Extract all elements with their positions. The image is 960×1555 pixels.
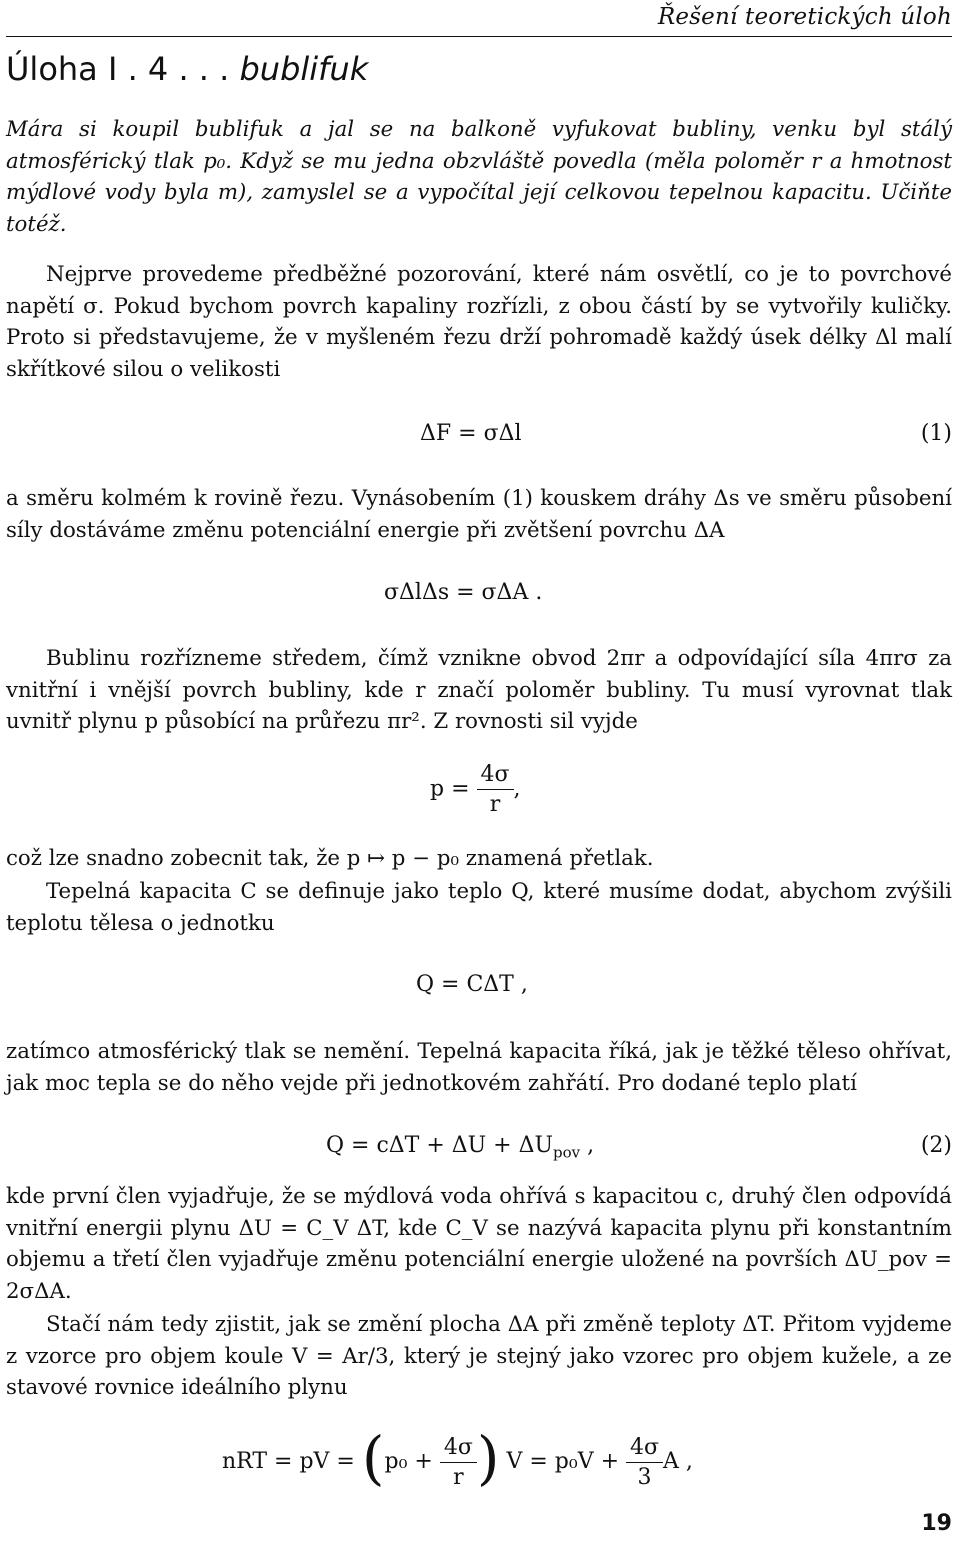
equation-force: ΔF = σΔl (420, 421, 522, 446)
state-lhs: nRT = pV = (222, 1449, 355, 1474)
paragraph-terms-explanation: kde první člen vyjadřuje, že se mýdlová voda ohřívá s kapacitou c, druhý člen odpovídá vnitřní energii plynu ΔU = C_V ΔT, kde C_V se nazývá kapacita plynu při konstantním objemu a třetí člen vyjadřuje změnu potenciální energie uložené na površích ΔU_pov = 2σΔA. (6, 1184, 952, 1304)
equation-pressure (430, 762, 521, 817)
problem-assignment: Mára si koupil bublifuk a jal se na balkoně vyfukovat bubliny, venku byl stálý atmosférický tlak p₀. Když se mu jedna obzvláště povedla (měla poloměr r a hmotnost mýdlové vody byla m), zamyslel se a vypočítal její celkovou tepelnou kapacitu. Učiňte totéž. (6, 117, 952, 237)
state-mid: V = p₀V + (506, 1449, 620, 1474)
heat-balance-main: Q = cΔT + ΔU + ΔU (326, 1133, 554, 1158)
equation-ideal-gas: nRT = pV = (p₀ + $\frac{4\sigma}{r}$ ) V = p₀V + $\frac{4\sigma}{3}$ A , (222, 1424, 693, 1492)
fraction-numerator: 4σ (477, 762, 514, 790)
fraction-denominator: r (453, 1464, 464, 1490)
fraction-numerator: 4σ (626, 1435, 663, 1463)
equation-heat: Q = CΔT , (416, 972, 528, 997)
section-title: Řešení teoretických úloh (657, 4, 952, 30)
state-fraction-1 (440, 1435, 477, 1490)
equation-energy: σΔlΔs = σΔA . (384, 580, 543, 605)
page-number: 19 (921, 1511, 952, 1536)
problem-number: Úloha I . 4 . . . (6, 50, 240, 88)
heat-balance-tail: , (580, 1133, 595, 1158)
pressure-lhs: p = (430, 776, 470, 802)
paragraph-overpressure: což lze snadno zobecnit tak, že p ↦ p − p₀ znamená přetlak. (6, 846, 654, 871)
paragraph-area-change: Stačí nám tedy zjistit, jak se změní plocha ΔA při změně teploty ΔT. Přitom vyjdeme z vzorce pro objem koule V = Ar/3, který je stejný jako vzorec pro objem kužele, a ze stavové rovnice ideálního plynu (6, 1312, 952, 1400)
running-header (6, 0, 952, 37)
state-tail: A , (663, 1449, 693, 1474)
fraction-numerator: 4σ (440, 1435, 477, 1463)
state-fraction-2 (626, 1435, 663, 1490)
paragraph-bubble-forces: Bublinu rozřízneme středem, čímž vznikne obvod 2πr a odpovídající síla 4πrσ za vnitřní i vnější povrch bubliny, kde r značí poloměr bubliny. Tu musí vyrovnat tlak uvnitř plynu p působící na průřezu πr². Z rovnosti sil vyjde (6, 646, 952, 734)
fraction-denominator: 3 (637, 1464, 652, 1490)
equation-number-2: (2) (920, 1133, 952, 1158)
pressure-fraction (477, 762, 514, 817)
equation-heat-balance (326, 1133, 594, 1161)
fraction-denominator: r (489, 792, 501, 817)
problem-name: bublifuk (239, 50, 369, 88)
paragraph-potential-energy: a směru kolmém k rovině řezu. Vynásobením (1) kouskem dráhy Δs ve směru působení síly dostáváme změnu potenciální energie při zvětšení povrchu ΔA (6, 486, 952, 543)
heat-balance-subscript: pov (553, 1143, 581, 1162)
paragraph-surface-tension: Nejprve provedeme předběžné pozorování, které nám osvětlí, co je to povrchové napětí σ. Pokud bychom povrch kapaliny rozřízli, z obou částí by se vytvořily kuličky. Proto si představujeme, že v myšleném řezu drží pohromadě každý úsek délky Δl malí skřítkové silou o velikosti (6, 262, 952, 382)
problem-title (6, 50, 368, 88)
equation-number-1: (1) (920, 421, 952, 446)
paragraph-pressure-constant: zatímco atmosférický tlak se nemění. Tepelná kapacita říká, jak je těžké těleso ohřívat, jak moc tepla se do něho vejde při jednotkovém zahřátí. Pro dodané teplo platí (6, 1039, 952, 1096)
state-p0: p₀ + (384, 1449, 433, 1474)
pressure-tail: , (513, 776, 521, 802)
paragraph-heat-capacity: Tepelná kapacita C se definuje jako teplo Q, které musíme dodat, abychom zvýšili teplotu tělesa o jednotku (6, 879, 952, 936)
